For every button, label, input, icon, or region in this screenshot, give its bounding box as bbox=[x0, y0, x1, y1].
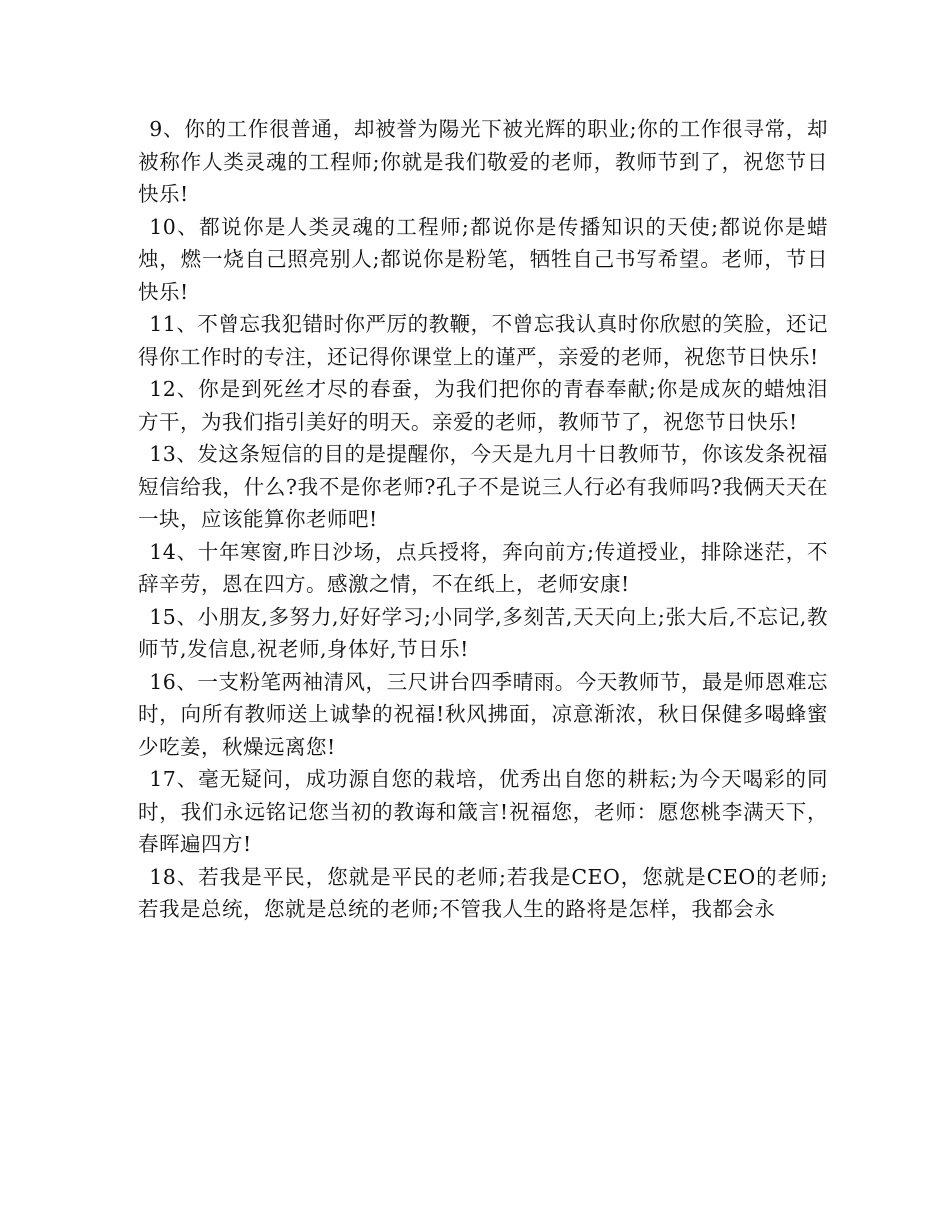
paragraph-11: 11、不曾忘我犯错时你严厉的教鞭，不曾忘我认真时你欣慰的笑脸，还记得你工作时的专注，还记得你课堂上的谨严，亲爱的老师，祝您节日快乐! bbox=[138, 312, 828, 369]
paragraph-10: 10、都说你是人类灵魂的工程师;都说你是传播知识的天使;都说你是蜡烛，燃一烧自己照亮别人;都说你是粉笔，牺牲自己书写希望。老师，节日快乐! bbox=[138, 214, 828, 304]
paragraph-15: 15、小朋友,多努力,好好学习;小同学,多刻苦,天天向上;张大后,不忘记,教师节,发信息,祝老师,身体好,节日乐! bbox=[138, 604, 828, 661]
paragraph-9: 9、你的工作很普通，却被誉为陽光下被光辉的职业;你的工作很寻常，却被称作人类灵魂的工程师;你就是我们敬爱的老师，教师节到了，祝您节日快乐! bbox=[138, 117, 828, 206]
paragraph-14: 14、十年寒窗,昨日沙场，点兵授将，奔向前方;传道授业，排除迷茫，不辞辛劳，恩在四方。感激之情，不在纸上，老师安康! bbox=[138, 539, 828, 596]
paragraph-13: 13、发这条短信的目的是提醒你，今天是九月十日教师节，你该发条祝福短信给我，什么?我不是你老师?孔子不是说三人行必有我师吗?我俩天天在一块，应该能算你老师吧! bbox=[138, 442, 828, 531]
paragraph-12: 12、你是到死丝才尽的春蚕，为我们把你的青春奉献;你是成灰的蜡烛泪方干，为我们指引美好的明天。亲爱的老师，教师节了，祝您节日快乐! bbox=[138, 377, 828, 434]
paragraph-18: 18、若我是平民，您就是平民的老师;若我是CEO，您就是CEO的老师;若我是总统，您就是总统的老师;不管我人生的路将是怎样，我都会永 bbox=[138, 864, 828, 921]
paragraph-16: 16、一支粉笔两袖清风，三尺讲台四季晴雨。今天教师节，最是师恩难忘时，向所有教师送上诚挚的祝福!秋风拂面，凉意渐浓，秋日保健多喝蜂蜜少吃姜，秋燥远离您! bbox=[138, 669, 828, 759]
document-body bbox=[138, 113, 828, 926]
paragraph-17: 17、毫无疑问，成功源自您的栽培，优秀出自您的耕耘;为今天喝彩的同时，我们永远铭记您当初的教诲和箴言!祝福您，老师：愿您桃李满天下，春晖遍四方! bbox=[138, 767, 828, 856]
